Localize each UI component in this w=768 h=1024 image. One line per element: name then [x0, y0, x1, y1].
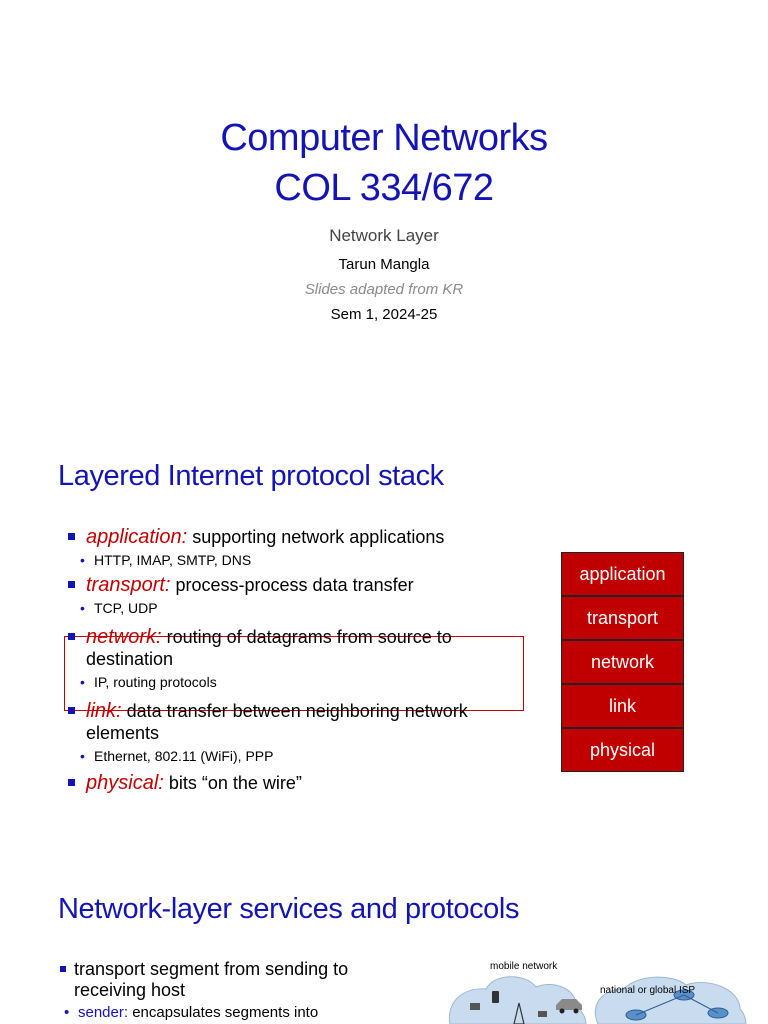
dot-bullet-icon: • — [80, 748, 85, 764]
term-network: network: — [86, 626, 162, 648]
term-sender: sender: — [78, 1004, 129, 1021]
square-bullet-icon — [68, 533, 75, 540]
slide-heading: Layered Internet protocol stack — [58, 460, 444, 492]
dot-bullet-icon: • — [80, 552, 85, 568]
sub-bullet-application — [68, 550, 538, 570]
bullet-application — [68, 526, 538, 548]
sub-bullet-network — [68, 672, 538, 692]
square-bullet-icon — [60, 966, 66, 972]
sub-text: Ethernet, 802.11 (WiFi), PPP — [94, 748, 274, 764]
network-figure — [440, 955, 750, 1024]
square-bullet-icon — [68, 633, 75, 640]
desc-transport: process-process data transfer — [175, 575, 414, 595]
layer-physical: physical — [562, 729, 683, 771]
term-physical: physical: — [86, 772, 164, 794]
label-mobile-network: mobile network — [490, 961, 558, 972]
desc-link: data transfer between neighboring network elements — [86, 701, 468, 743]
sub-text: HTTP, IMAP, SMTP, DNS — [94, 552, 252, 568]
desc-application: supporting network applications — [192, 527, 445, 547]
bullet-link — [68, 700, 538, 744]
square-bullet-icon — [68, 707, 75, 714]
bullet-list — [60, 959, 390, 1024]
bullet-list — [68, 526, 538, 796]
desc-network: routing of datagrams from source to destination — [86, 627, 452, 669]
sub-text: TCP, UDP — [94, 600, 158, 616]
square-bullet-icon — [68, 779, 75, 786]
layer-link: link — [562, 685, 683, 727]
dot-bullet-icon: • — [80, 600, 85, 616]
layer-network: network — [562, 641, 683, 683]
sub-text: IP, routing protocols — [94, 674, 217, 690]
network-layer-services-slide — [0, 855, 768, 1024]
term-application: application: — [86, 526, 188, 548]
title-slide — [0, 0, 768, 400]
label-isp: national or global ISP — [600, 985, 696, 996]
lecture-topic: Network Layer — [329, 226, 439, 245]
bullet-network — [68, 626, 538, 670]
bullet-physical — [68, 772, 538, 794]
device-icon — [538, 1011, 547, 1017]
term-link: link: — [86, 700, 122, 722]
sender-text: encapsulates segments into — [132, 1004, 319, 1021]
protocol-stack-diagram — [561, 552, 684, 772]
dot-bullet-icon: • — [80, 674, 85, 690]
author-name: Tarun Mangla — [338, 256, 430, 273]
sub-bullet-link — [68, 746, 538, 766]
sub-bullet-transport — [68, 598, 538, 618]
course-title-line1: Computer Networks — [220, 117, 548, 159]
term-transport: transport: — [86, 574, 171, 596]
bullet-transport-segment — [60, 959, 390, 1001]
desc-physical: bits “on the wire” — [168, 773, 302, 793]
bullet-text: transport segment from sending to receiving host — [74, 959, 349, 1000]
slide-heading: Network-layer services and protocols — [58, 893, 520, 925]
square-bullet-icon — [68, 581, 75, 588]
bullet-transport — [68, 574, 538, 596]
sub-bullet-sender — [60, 1003, 390, 1023]
phone-icon — [492, 991, 499, 1003]
network-diagram-illustration — [440, 955, 750, 1024]
layer-transport: transport — [562, 597, 683, 639]
protocol-stack-slide — [0, 400, 768, 855]
semester: Sem 1, 2024-25 — [330, 306, 438, 323]
layer-application: application — [562, 553, 683, 595]
slides-credit: Slides adapted from KR — [304, 281, 464, 298]
course-title — [0, 113, 768, 213]
course-title-line2: COL 334/672 — [274, 167, 494, 209]
dot-bullet-icon: • — [64, 1004, 70, 1021]
laptop-icon — [470, 1003, 480, 1010]
